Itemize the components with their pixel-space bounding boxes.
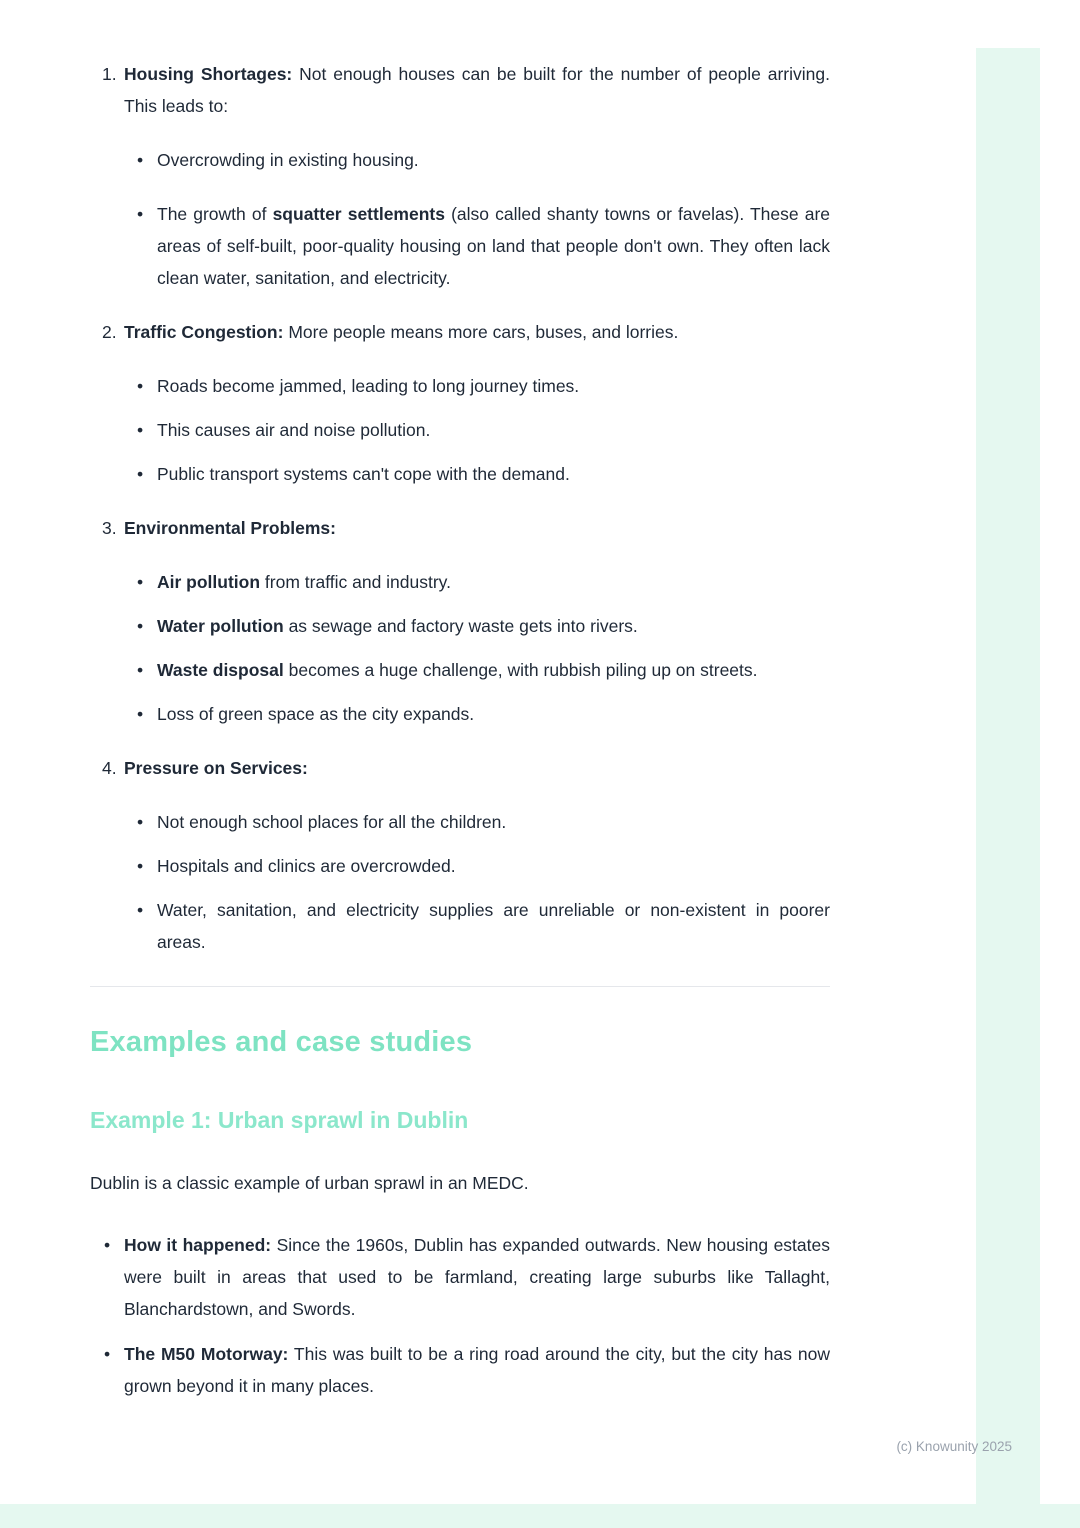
numbered-item: [90, 752, 830, 958]
copyright-note: (c) Knowunity 2025: [896, 1439, 1012, 1454]
item-text: More people means more cars, buses, and lorries.: [283, 322, 679, 342]
example-intro: Dublin is a classic example of urban sprawl in an MEDC.: [90, 1173, 529, 1193]
bullet-marker-icon: •: [104, 1344, 111, 1364]
bullet-marker-icon: •: [137, 420, 144, 440]
numbered-item: [90, 512, 830, 730]
bullet-item: [137, 144, 830, 176]
bullet-list: [90, 370, 830, 490]
item-text: Not enough houses can be built for the number of people arriving. This leads to:: [124, 64, 830, 116]
bullet-marker-icon: •: [137, 812, 144, 832]
bullet-item: [137, 610, 830, 642]
numbered-item: [90, 58, 830, 294]
page-edge-bottom: [0, 1504, 1080, 1528]
example-subheading: Example 1: Urban sprawl in Dublin: [90, 1107, 469, 1133]
section-divider: [90, 986, 830, 987]
item-title: Housing Shortages:: [124, 64, 293, 84]
bullet-item: [137, 654, 830, 686]
bullet-text: Waste disposal becomes a huge challenge, with rubbish piling up on streets.: [157, 660, 758, 680]
item-title: Traffic Congestion:: [124, 322, 284, 342]
example-bullet-list: [90, 1229, 830, 1402]
page-edge-right: [976, 48, 1040, 1504]
content-column: [90, 58, 830, 1402]
bullet-marker-icon: •: [137, 150, 144, 170]
item-number: 4.: [102, 758, 117, 778]
bullet-marker-icon: •: [137, 660, 144, 680]
bullet-item: [137, 458, 830, 490]
numbered-item: [90, 316, 830, 490]
numbered-item-row: [90, 512, 830, 544]
numbered-item-row: [90, 752, 830, 784]
bullet-item: [137, 850, 830, 882]
bullet-marker-icon: •: [137, 704, 144, 724]
item-number: 1.: [102, 64, 117, 84]
item-lead: [124, 752, 830, 784]
bullet-text: The M50 Motorway: This was built to be a ring road around the city, but the city has now grown beyond it in many places.: [124, 1344, 830, 1396]
bullet-text: Water pollution as sewage and factory waste gets into rivers.: [157, 616, 638, 636]
bullet-item: [104, 1229, 830, 1325]
numbered-list: [90, 58, 830, 958]
bullet-item: [137, 198, 830, 294]
section-heading: Examples and case studies: [90, 1026, 473, 1058]
item-number: 3.: [102, 518, 117, 538]
bullet-item: [137, 566, 830, 598]
bullet-text: The growth of squatter settlements (also called shanty towns or favelas). These are areas of self-built, poor-quality housing on land that people don't own. They often lack clean water, sanitation, and electricity.: [157, 204, 830, 288]
bullet-marker-icon: •: [137, 464, 144, 484]
bullet-marker-icon: •: [137, 204, 144, 224]
bullet-list: [90, 806, 830, 958]
bullet-marker-icon: •: [137, 376, 144, 396]
bullet-text: This causes air and noise pollution.: [157, 420, 431, 440]
bullet-item: [137, 698, 830, 730]
bullet-text: Roads become jammed, leading to long journey times.: [157, 376, 580, 396]
item-title: Pressure on Services:: [124, 758, 308, 778]
bullet-text: Not enough school places for all the children.: [157, 812, 507, 832]
bullet-marker-icon: •: [104, 1235, 111, 1255]
item-lead: [124, 58, 830, 122]
bullet-text: How it happened: Since the 1960s, Dublin has expanded outwards. New housing estates were built in areas that used to be farmland, creating large suburbs like Tallaght, Blanchardstown, and Swords.: [124, 1235, 830, 1319]
item-lead: [124, 512, 830, 544]
bullet-list: [90, 144, 830, 294]
bullet-list: [90, 566, 830, 730]
bullet-text: Air pollution from traffic and industry.: [157, 572, 452, 592]
bullet-item: [137, 370, 830, 402]
bullet-text: Hospitals and clinics are overcrowded.: [157, 856, 456, 876]
bullet-item: [137, 806, 830, 838]
bullet-item: [137, 894, 830, 958]
bullet-text: Water, sanitation, and electricity supplies are unreliable or non-existent in poorer areas.: [157, 900, 830, 952]
numbered-item-row: [90, 316, 830, 348]
item-lead: [124, 316, 830, 348]
bullet-text: Public transport systems can't cope with the demand.: [157, 464, 570, 484]
item-number: 2.: [102, 322, 117, 342]
item-title: Environmental Problems:: [124, 518, 336, 538]
bullet-marker-icon: •: [137, 856, 144, 876]
bullet-marker-icon: •: [137, 900, 144, 920]
bullet-text: Loss of green space as the city expands.: [157, 704, 475, 724]
numbered-item-row: [90, 58, 830, 122]
bullet-marker-icon: •: [137, 572, 144, 592]
bullet-text: Overcrowding in existing housing.: [157, 150, 419, 170]
bullet-item: [104, 1338, 830, 1402]
bullet-marker-icon: •: [137, 616, 144, 636]
bullet-item: [137, 414, 830, 446]
